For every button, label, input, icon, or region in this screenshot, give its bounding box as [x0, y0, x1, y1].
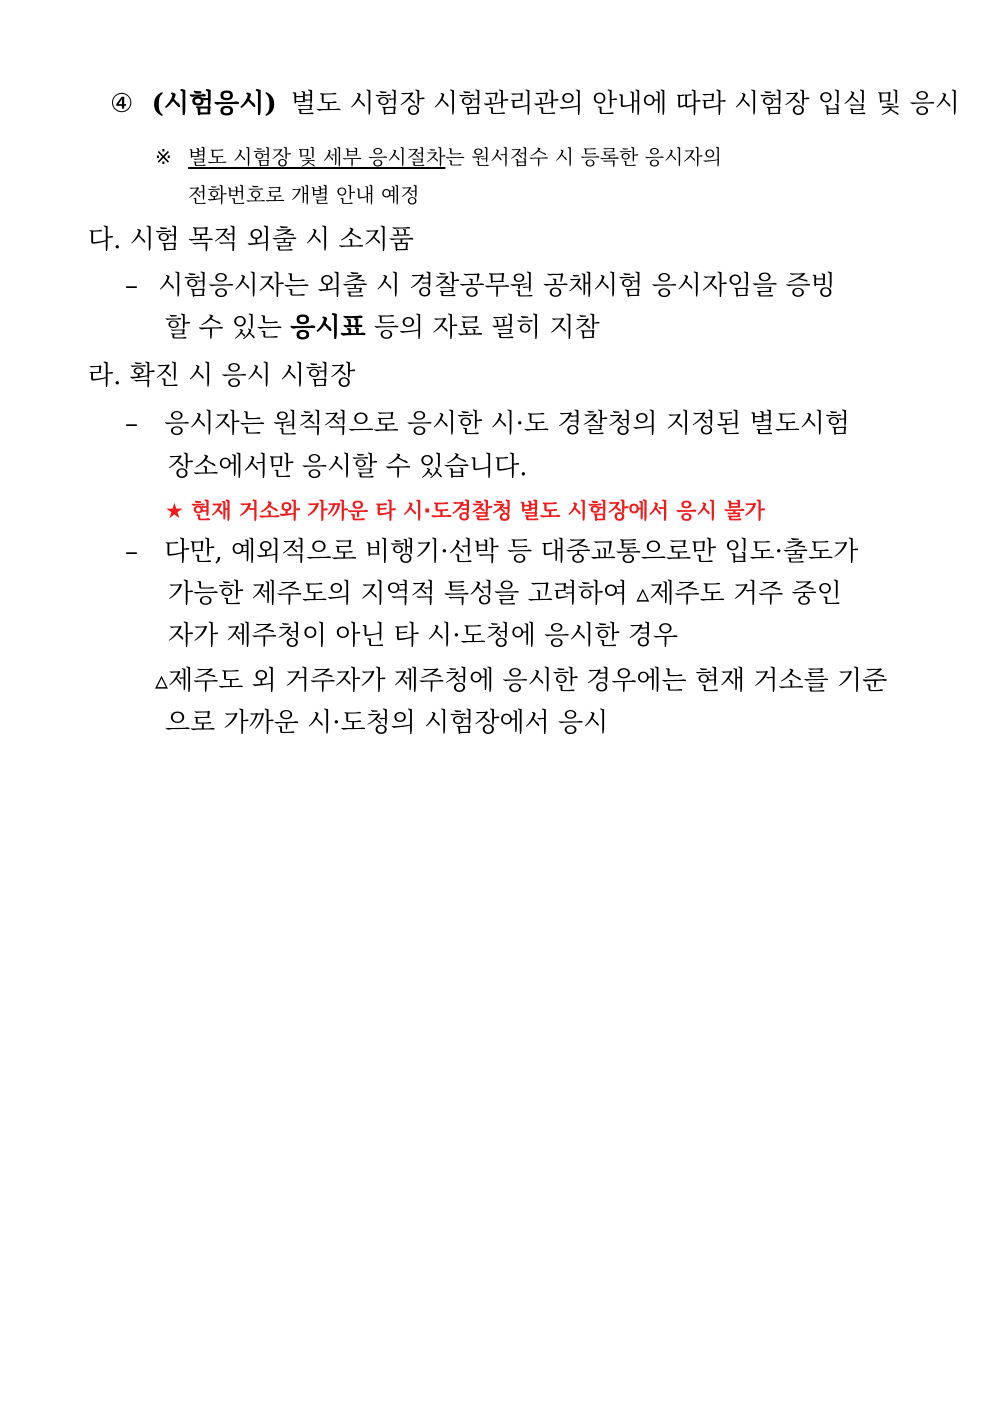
bullet-e2-text-1: 다만, 예외적으로 비행기·선박 등 대중교통으로만 입도·출도가: [164, 537, 859, 567]
item4-title: (시험응시): [151, 89, 277, 119]
item4-line: [110, 90, 960, 120]
dash: –: [125, 409, 138, 439]
warning-line: ★ 현재 거소와 가까운 타 시·도경찰청 별도 시험장에서 응시 불가: [165, 499, 765, 523]
heading-d: 다. 시험 목적 외출 시 소지품: [88, 225, 414, 255]
note-underlined-text: 별도 시험장 및 세부 응시절차: [188, 145, 446, 169]
bullet-d-text-2b: 등의 자료 필히 지참: [365, 313, 600, 343]
heading-e: 라. 확진 시 응시 시험장: [88, 361, 356, 391]
bullet-e1-text-1: 응시자는 원칙적으로 응시한 시·도 경찰청의 지정된 별도시험: [164, 409, 851, 439]
bullet-e1-line-2: 장소에서만 응시할 수 있습니다.: [168, 452, 528, 482]
note-line-1: [155, 146, 722, 169]
sub-line-2: 으로 가까운 시·도청의 시험장에서 응시: [165, 708, 609, 738]
bullet-e2-line-1: [125, 538, 858, 568]
bullet-e1-line-1: [125, 410, 850, 440]
note-text: 는 원서접수 시 등록한 응시자의: [445, 145, 722, 169]
sub-line-1: ▵제주도 외 거주자가 제주청에 응시한 경우에는 현재 거소를 기준: [155, 666, 888, 696]
bullet-d-line-2: [165, 314, 600, 344]
dash: –: [125, 537, 138, 567]
reference-mark-icon: ※: [155, 145, 172, 169]
bullet-d-line-1: [125, 272, 907, 302]
bullet-d-text-1: 시험응시자는 외출 시 경찰공무원 공채시험 응시자임을 증빙: [158, 271, 836, 301]
bullet-e2-line-2: 가능한 제주도의 지역적 특성을 고려하여 ▵제주도 거주 중인: [168, 579, 842, 609]
dash: –: [125, 271, 138, 301]
note-line-2: 전화번호로 개별 안내 예정: [188, 183, 420, 207]
exam-ticket-label: 응시표: [290, 313, 366, 343]
circled-number-4: ④: [110, 89, 134, 119]
bullet-d-text-2a: 할 수 있는: [165, 313, 291, 343]
bullet-e2-line-3: 자가 제주청이 아닌 타 시·도청에 응시한 경우: [168, 621, 678, 651]
item4-text: 별도 시험장 시험관리관의 안내에 따라 시험장 입실 및 응시: [290, 89, 960, 119]
